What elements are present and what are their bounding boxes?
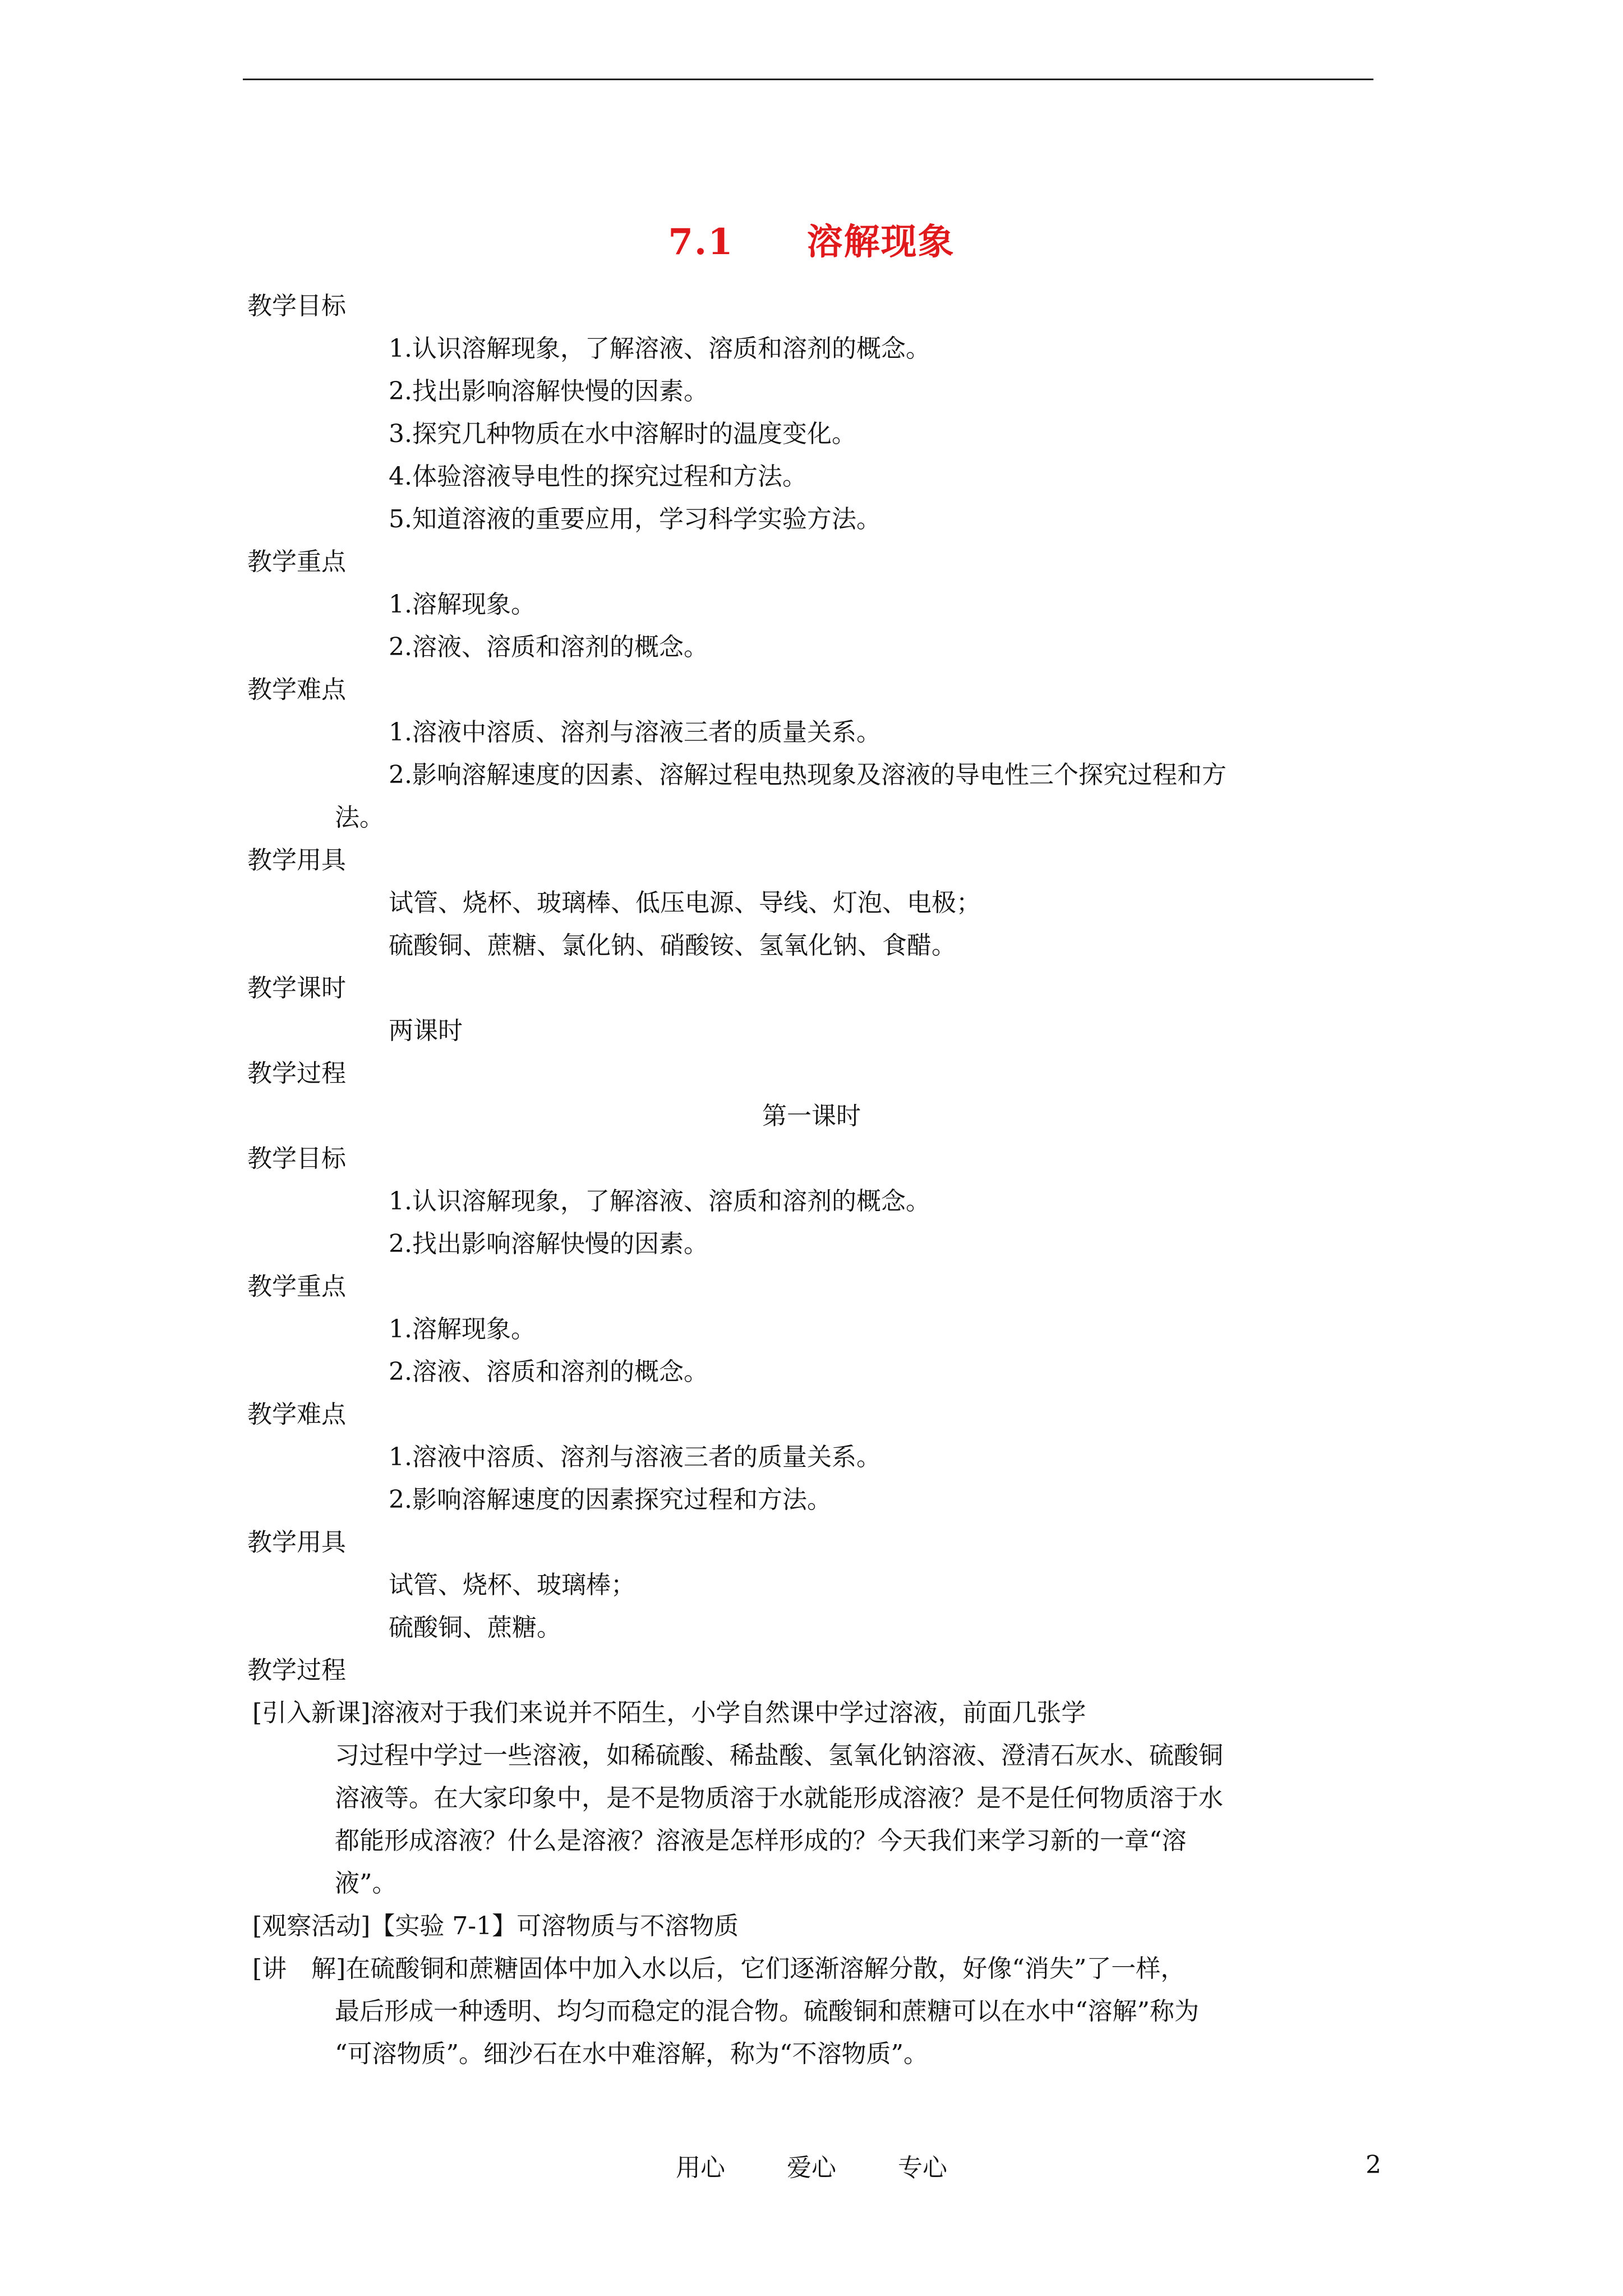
footer-item-2: 爱心 [787, 2154, 836, 2182]
objective-4: 4.体验溶液导电性的探究过程和方法。 [389, 462, 807, 491]
objective-3: 3.探究几种物质在水中溶解时的温度变化。 [389, 420, 856, 448]
p1-objective-2: 2.找出影响溶解快慢的因素。 [389, 1230, 708, 1258]
heading-process: 教学过程 [247, 1059, 346, 1088]
title-text: 溶解现象 [806, 221, 955, 263]
heading-objectives: 教学目标 [247, 292, 346, 320]
key-point-2: 2.溶液、溶质和溶剂的概念。 [389, 633, 708, 661]
explain-paragraph-line-3: “可溶物质”。细沙石在水中难溶解，称为“不溶物质”。 [335, 2040, 928, 2068]
heading-tools-p1: 教学用具 [247, 1528, 346, 1557]
page-title [0, 213, 1623, 265]
intro-paragraph-line-5: 液”。 [335, 1869, 397, 1898]
p1-objective-1: 1.认识溶解现象，了解溶液、溶质和溶剂的概念。 [389, 1187, 930, 1216]
section-first-period: 第一课时 [762, 1102, 861, 1130]
heading-periods: 教学课时 [247, 974, 346, 1002]
difficulty-2: 2.影响溶解速度的因素、溶解过程电热现象及溶液的导电性三个探究过程和方 [389, 761, 1227, 789]
observation-activity: [观察活动]【实验 7-1】可溶物质与不溶物质 [252, 1912, 739, 1940]
explain-paragraph-line-1: [讲 解]在硫酸铜和蔗糖固体中加入水以后，它们逐渐溶解分散，好像“消失”了一样， [252, 1954, 1186, 1983]
footer-item-3: 专心 [898, 2154, 947, 2182]
heading-key-points-p1: 教学重点 [247, 1272, 346, 1301]
objective-5: 5.知道溶液的重要应用，学习科学实验方法。 [389, 505, 881, 533]
heading-difficulties: 教学难点 [247, 675, 346, 704]
objective-2: 2.找出影响溶解快慢的因素。 [389, 377, 708, 406]
periods-value: 两课时 [389, 1016, 463, 1045]
difficulty-2-cont: 法。 [335, 803, 384, 832]
p1-tools-line-1: 试管、烧杯、玻璃棒； [389, 1571, 635, 1599]
p1-difficulty-1: 1.溶液中溶质、溶剂与溶液三者的质量关系。 [389, 1443, 881, 1471]
heading-difficulties-p1: 教学难点 [247, 1400, 346, 1429]
p1-key-point-2: 2.溶液、溶质和溶剂的概念。 [389, 1358, 708, 1386]
intro-paragraph-line-2: 习过程中学过一些溶液，如稀硫酸、稀盐酸、氢氧化钠溶液、澄清石灰水、硫酸铜 [335, 1741, 1223, 1770]
heading-objectives-p1: 教学目标 [247, 1144, 346, 1173]
difficulty-1: 1.溶液中溶质、溶剂与溶液三者的质量关系。 [389, 718, 881, 747]
explain-paragraph-line-2: 最后形成一种透明、均匀而稳定的混合物。硫酸铜和蔗糖可以在水中“溶解”称为 [335, 1997, 1199, 2026]
p1-difficulty-2: 2.影响溶解速度的因素探究过程和方法。 [389, 1485, 832, 1514]
tools-line-2: 硫酸铜、蔗糖、氯化钠、硝酸铵、氢氧化钠、食醋。 [389, 931, 956, 960]
intro-paragraph-line-3: 溶液等。在大家印象中，是不是物质溶于水就能形成溶液？是不是任何物质溶于水 [335, 1784, 1223, 1812]
header-rule [243, 79, 1373, 80]
page-number: 2 [1366, 2151, 1381, 2179]
footer-item-1: 用心 [676, 2154, 725, 2182]
objective-1: 1.认识溶解现象，了解溶液、溶质和溶剂的概念。 [389, 334, 930, 363]
heading-key-points: 教学重点 [247, 547, 346, 576]
p1-key-point-1: 1.溶解现象。 [389, 1315, 536, 1343]
intro-paragraph-line-1: [引入新课]溶液对于我们来说并不陌生，小学自然课中学过溶液，前面几张学 [252, 1699, 1086, 1727]
heading-tools: 教学用具 [247, 846, 346, 875]
tools-line-1: 试管、烧杯、玻璃棒、低压电源、导线、灯泡、电极； [389, 889, 981, 917]
title-number: 7.1 [668, 221, 734, 263]
heading-process-p1: 教学过程 [247, 1656, 346, 1685]
key-point-1: 1.溶解现象。 [389, 590, 536, 619]
intro-paragraph-line-4: 都能形成溶液？什么是溶液？溶液是怎样形成的？今天我们来学习新的一章“溶 [335, 1826, 1187, 1855]
p1-tools-line-2: 硫酸铜、蔗糖。 [389, 1613, 561, 1642]
